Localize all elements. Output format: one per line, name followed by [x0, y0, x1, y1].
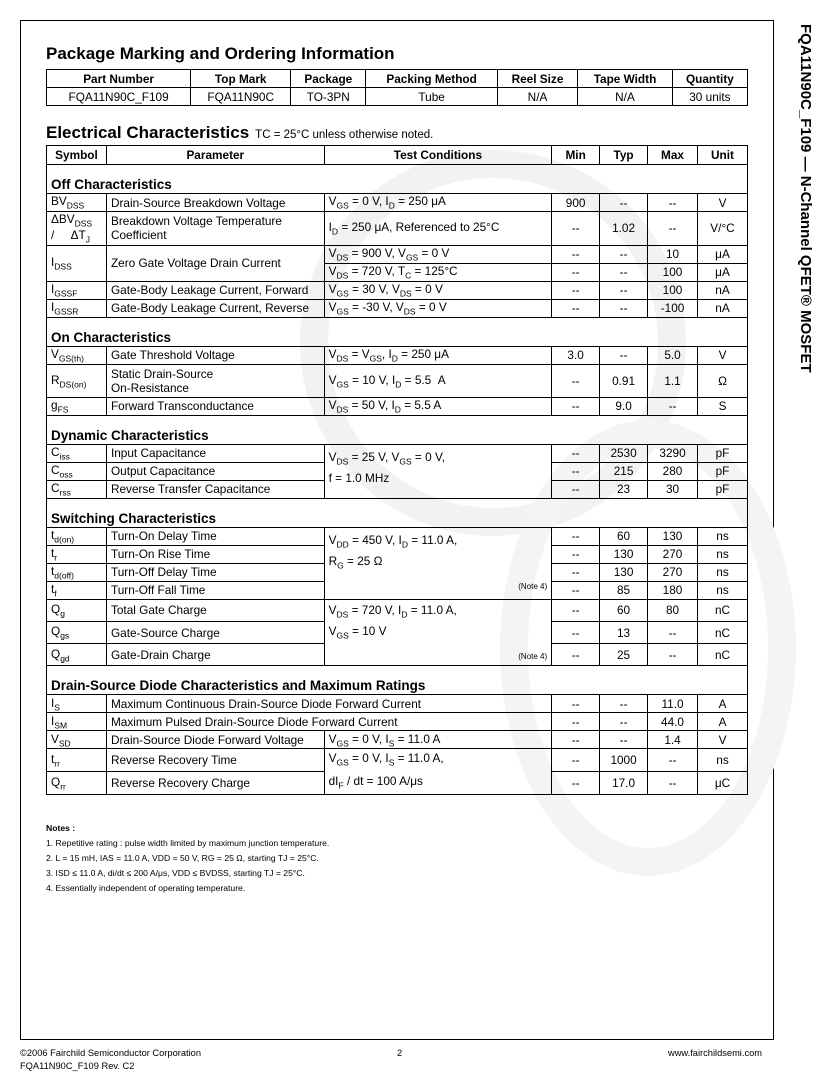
table-row: $\Delta BV_{DSS}$ / $\Delta T_J$ Breakdown Voltage Temperature Coefficient $I_D = 250$ μA, Referenced to 25°C -- 1.02 -- V/°C [47, 212, 748, 246]
table-row: $t_r$ Turn-On Rise Time -- 130 270 ns [47, 545, 748, 563]
table-row: $I_{DSS}$ Zero Gate Voltage Drain Current $V_{DS} = 900$ V, $V_{GS} = 0$ V -- -- 10 μA [47, 245, 748, 263]
footer-copyright: ©2006 Fairchild Semiconductor Corporation [20, 1048, 201, 1058]
side-title: FQA11N90C_F109 — N-Channel QFET® MOSFET [797, 24, 814, 373]
col-header: Symbol [47, 146, 107, 165]
note-item: 1. Repetitive rating : pulse width limited by maximum junction temperature. [46, 838, 330, 848]
electrical-subtitle: TC = 25°C unless otherwise noted. [255, 129, 434, 141]
table-row: $Q_{gs}$ Gate-Source Charge -- 13 -- nC [47, 621, 748, 643]
table-row: $C_{iss}$ Input Capacitance $V_{DS} = 25$ V, $V_{GS} = 0$ V, f = 1.0 MHz -- 2530 3290 pF [47, 444, 748, 462]
col-header: Min [552, 146, 600, 165]
section-switching: Switching Characteristics [47, 498, 748, 527]
note-item: 4. Essentially independent of operating temperature. [46, 883, 246, 893]
pkg-cell: FQA11N90C_F109 [47, 88, 191, 106]
notes-title: Notes : [46, 823, 76, 833]
note4-ref: (Note 4) [518, 652, 548, 662]
table-row: $V_{DS} = 720$ V, $T_C = 125^\circ C$ -- -- 100 μA [47, 263, 748, 281]
note4-ref: (Note 4) [518, 582, 548, 592]
pkg-cell: TO-3PN [291, 88, 366, 106]
footer-part-rev: FQA11N90C_F109 Rev. C2 [20, 1061, 135, 1071]
note-item: 3. ISD ≤ 11.0 A, di/dt ≤ 200 A/μs, VDD ≤ BVDSS, starting TJ = 25°C. [46, 868, 305, 878]
table-row: $t_f$ Turn-Off Fall Time -- 85 180 ns [47, 581, 748, 599]
table-row: $Q_g$ Total Gate Charge $V_{DS} = 720$ V, $I_D = 11.0$ A, $V_{GS} = 10$ V (Note 4) -- 60 80 nC [47, 599, 748, 621]
section-off: Off Characteristics [47, 165, 748, 194]
table-row: $Q_{rr}$ Reverse Recovery Charge -- 17.0 -- μC [47, 772, 748, 795]
table-row: $C_{oss}$ Output Capacitance -- 215 280 pF [47, 462, 748, 480]
pkg-cell: Tube [366, 88, 497, 106]
section-on: On Characteristics [47, 317, 748, 346]
table-row: $V_{GS(th)}$ Gate Threshold Voltage $V_{DS} = V_{GS}$, $I_D = 250$ μA 3.0 -- 5.0 V [47, 346, 748, 364]
col-header: Typ [600, 146, 648, 165]
table-row: $I_{GSSR}$ Gate-Body Leakage Current, Reverse $V_{GS} = -30$ V, $V_{DS} = 0$ V -- -- -100 nA [47, 299, 748, 317]
table-row: $I_S$ Maximum Continuous Drain-Source Diode Forward Current -- -- 11.0 A [47, 695, 748, 713]
table-row: $I_{GSSF}$ Gate-Body Leakage Current, Forward $V_{GS} = 30$ V, $V_{DS} = 0$ V -- -- 100 nA [47, 281, 748, 299]
pkg-header: Reel Size [497, 70, 577, 88]
table-row: $R_{DS(on)}$ Static Drain-Source On-Resistance $V_{GS} = 10$ V, $I_D = 5.5$ A -- 0.91 1.1 Ω [47, 364, 748, 397]
pkg-header: Packing Method [366, 70, 497, 88]
notes [46, 821, 329, 896]
pkg-header: Package [291, 70, 366, 88]
table-row: $t_{d(on)}$ Turn-On Delay Time $V_{DD} = 450$ V, $I_D = 11.0$ A, $R_G = 25$ Ω (Note 4) -- 60 130 ns [47, 527, 748, 545]
footer-website[interactable]: www.fairchildsemi.com [668, 1048, 763, 1058]
col-header: Test Conditions [324, 146, 552, 165]
section-dynamic: Dynamic Characteristics [47, 415, 748, 444]
table-row: $t_{rr}$ Reverse Recovery Time $V_{GS} = 0$ V, $I_S = 11.0$ A, $dI_F$ / dt = 100 A/μs -- 1000 -- ns [47, 749, 748, 772]
electrical-title: Electrical Characteristics TC = 25°C unless otherwise noted. [46, 123, 434, 142]
col-header: Unit [698, 146, 748, 165]
col-header: Max [648, 146, 698, 165]
pkg-header: Part Number [47, 70, 191, 88]
table-row: $g_{FS}$ Forward Transconductance $V_{DS} = 50$ V, $I_D = 5.5$ A -- 9.0 -- S [47, 397, 748, 415]
footer-page-number: 2 [397, 1048, 403, 1058]
table-row: $BV_{DSS}$ Drain-Source Breakdown Voltage $V_{GS} = 0$ V, $I_D = 250$ μA 900 -- -- V [47, 194, 748, 212]
table-row: $C_{rss}$ Reverse Transfer Capacitance -- 23 30 pF [47, 480, 748, 498]
package-title: Package Marking and Ordering Information [46, 44, 395, 63]
pkg-cell: N/A [578, 88, 673, 106]
pkg-header: Top Mark [191, 70, 291, 88]
section-diode: Drain-Source Diode Characteristics and Maximum Ratings [47, 666, 748, 695]
table-row: $Q_{gd}$ Gate-Drain Charge -- 25 -- nC [47, 644, 748, 666]
pkg-cell: FQA11N90C [191, 88, 291, 106]
note-item: 2. L = 15 mH, IAS = 11.0 A, VDD = 50 V, RG = 25 Ω, starting TJ = 25°C. [46, 853, 319, 863]
table-row: $I_{SM}$ Maximum Pulsed Drain-Source Diode Forward Current -- -- 44.0 A [47, 713, 748, 731]
electrical-table [46, 145, 748, 795]
pkg-header: Quantity [672, 70, 747, 88]
package-table [46, 69, 748, 106]
pkg-header: Tape Width [578, 70, 673, 88]
table-row: $t_{d(off)}$ Turn-Off Delay Time -- 130 270 ns [47, 563, 748, 581]
col-header: Parameter [106, 146, 324, 165]
pkg-cell: 30 units [672, 88, 747, 106]
table-row: $V_{SD}$ Drain-Source Diode Forward Voltage $V_{GS} = 0$ V, $I_S = 11.0$ A -- -- 1.4 V [47, 731, 748, 749]
pkg-cell: N/A [497, 88, 577, 106]
